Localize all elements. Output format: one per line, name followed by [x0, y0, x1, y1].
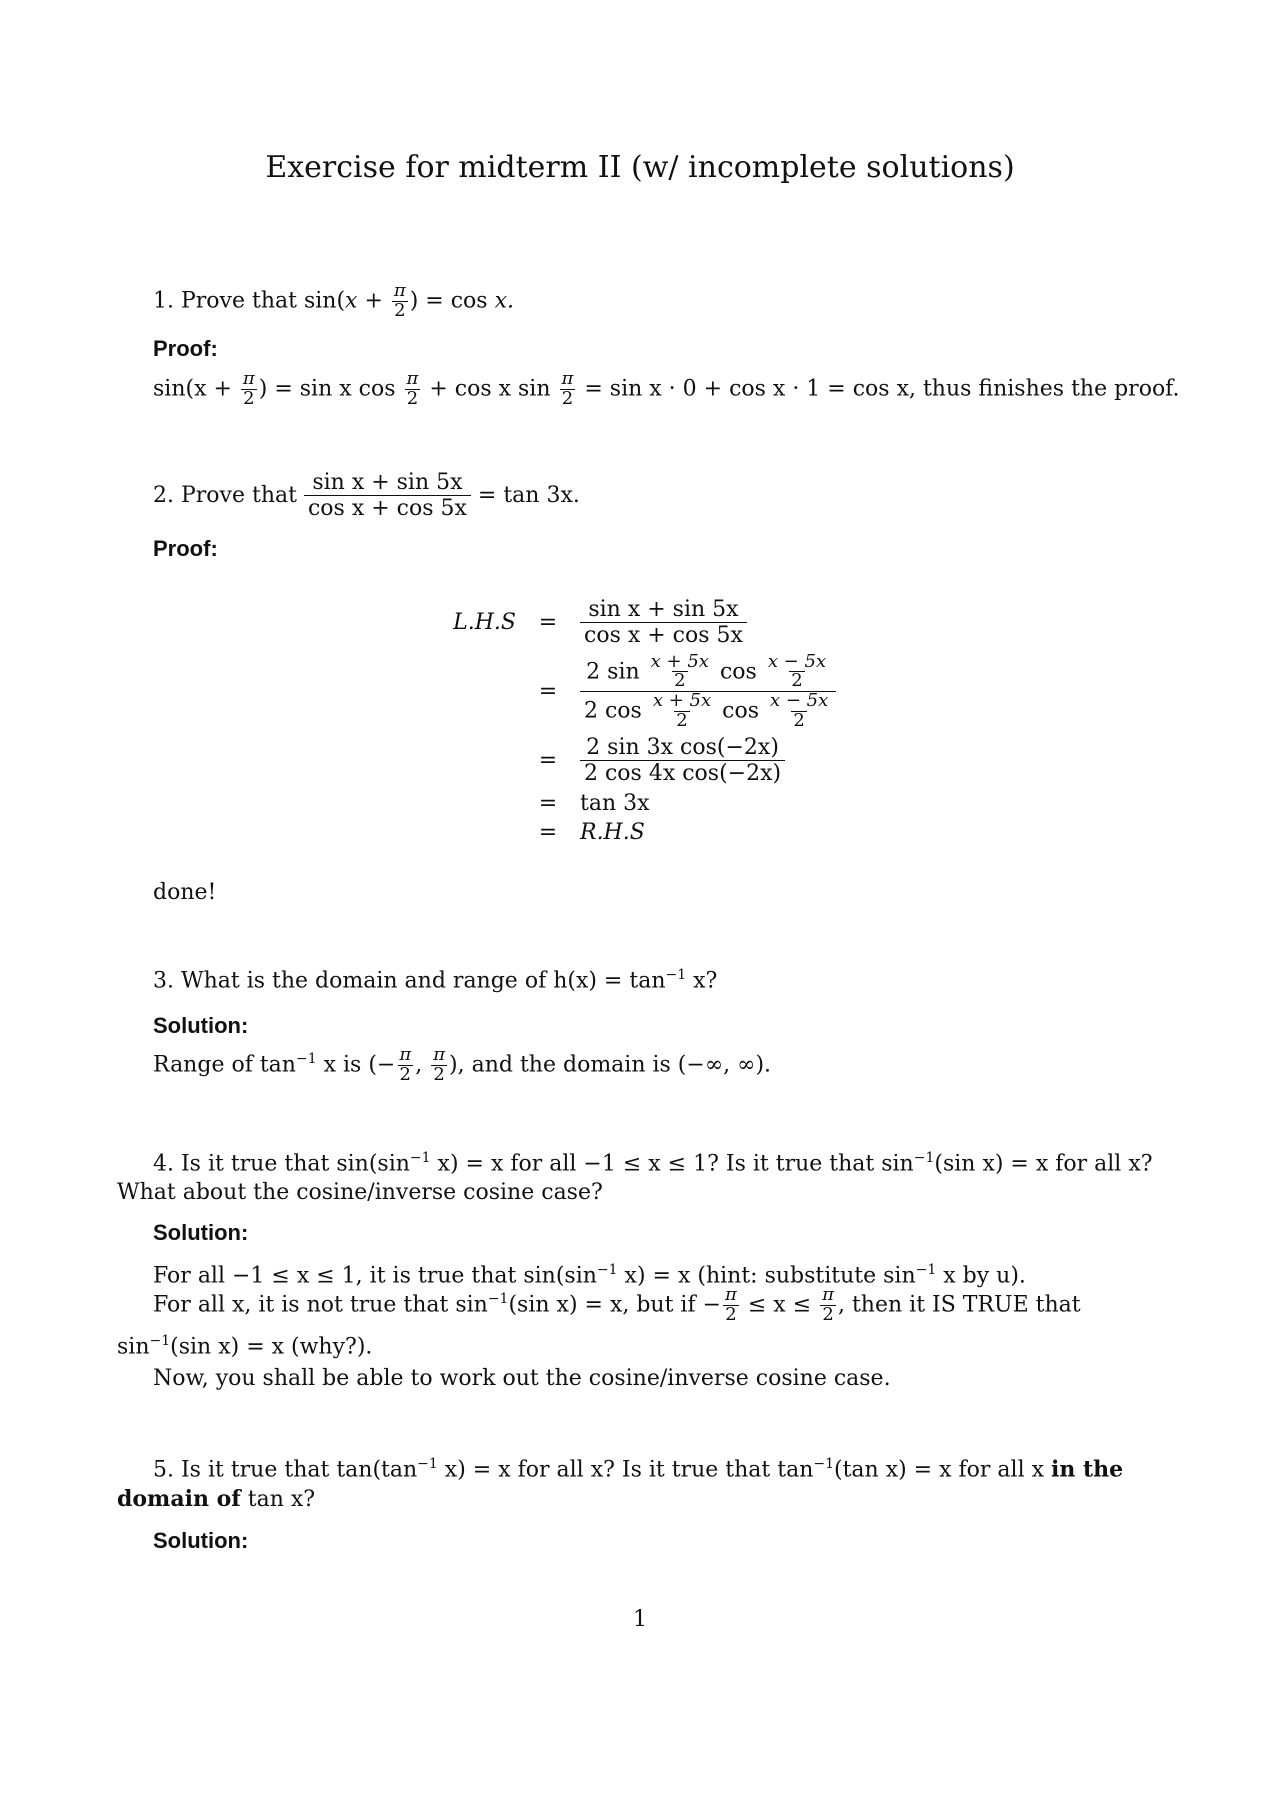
problem-1-proof-label: Proof: [153, 336, 218, 361]
problem-5-solution-label: Solution: [153, 1528, 249, 1553]
p1-prompt-c: ) = cos [409, 288, 495, 314]
problem-3-solution-label: Solution: [153, 1013, 249, 1038]
pi-over-2-fraction: $\frac{\pi}{2}$ [433, 1044, 446, 1085]
problem-3-statement: 3. What is the domain and range of $h(x) = \tan^{-1} x$? [153, 967, 718, 994]
p1-prompt-a: 1. Prove that sin( [153, 288, 346, 314]
page-number: 1 [633, 1607, 647, 1632]
derivation-row [420, 818, 842, 847]
page-title: Exercise for midterm II (w/ incomplete solutions) [265, 150, 1015, 185]
problem-2-proof-label: Proof: [153, 536, 218, 561]
equals-sign: = [538, 679, 558, 705]
problem-5-statement-line-2: domain of tan x? [117, 1486, 316, 1512]
problem-4-statement-line-2: What about the cosine/inverse cosine case? [117, 1180, 603, 1205]
p2-fraction: $\frac{\text{sin x + sin 5x}}{\text{cos x + cos 5x}}$ [304, 470, 471, 522]
p1-prompt-b: + [357, 288, 390, 314]
p1-proof-d: + cos x sin [422, 376, 558, 402]
problem-4-solution-line-4: Now, you shall be able to work out the cosine/inverse cosine case. [153, 1366, 891, 1391]
problem-1-proof-line [153, 370, 1180, 409]
lhs-label: L.H.S [453, 610, 516, 636]
problem-4-solution-line-3: $\sin^{-1}(\sin$ x) = x (why?). [117, 1333, 373, 1360]
p1-proof-e: = sin x · 0 + cos x · 1 = cos x, thus finishes the proof. [577, 376, 1180, 402]
p1-proof-a: sin( [153, 376, 195, 402]
step-2-fraction: 2 sin $\frac{x + 5x}{2}$ cos $\frac{x - 5x}{2}$ 2 cos $\frac{x + 5x}{2}$ cos $\frac{x - 5x}{2}$ [580, 653, 836, 732]
p1-proof-b: x + [194, 376, 239, 402]
p2-prompt: 2. Prove that [153, 482, 297, 508]
p1-proof-c: ) = sin x cos [258, 376, 403, 402]
pi-over-2-fraction: $\frac{\pi}{2}$ [406, 368, 419, 409]
pi-over-2-fraction: $\frac{\pi}{2}$ [561, 368, 574, 409]
pi-over-2-fraction: $\frac{\pi}{2}$ [242, 368, 255, 409]
pi-over-2-fraction: $\frac{\pi}{2}$ [822, 1284, 834, 1325]
problem-4-solution-line-1: For all −1 ≤ x ≤ 1, it is true that $\sin(\sin^{-1}$ x) = x (hint: substitute $\sin^{-1} x$ by u). [153, 1262, 1026, 1289]
p1-prompt-x: x [345, 288, 358, 314]
derivation-row [420, 733, 842, 789]
step-1-fraction: $\frac{\text{sin x + sin 5x}}{\text{cos x + cos 5x}}$ [580, 597, 747, 649]
pi-over-2-fraction: $\frac{\pi}{2}$ [399, 1044, 412, 1085]
step-4: tan 3x [580, 790, 650, 816]
p1-prompt-d: x. [494, 288, 514, 314]
problem-1-statement [153, 282, 514, 321]
step-3-fraction: $\frac{\text{2 sin 3x cos(−2x)}}{\text{2 cos 4x cos(−2x)}}$ [580, 735, 785, 787]
problem-4-solution-line-2: For all x, it is not true that $\sin^{-1}(\sin$ x) = x, but if − $\frac{\pi}{2}$ ≤ x ≤ $\frac{\pi}{2}$ , then it IS TRUE that [153, 1284, 1081, 1325]
derivation-row [420, 651, 842, 734]
equals-sign: = [538, 610, 558, 636]
problem-2-derivation [420, 595, 842, 847]
problem-4-solution-label: Solution: [153, 1220, 249, 1245]
p2-rhs: = tan 3x. [477, 482, 580, 508]
problem-2-done: done! [153, 880, 217, 905]
problem-5-statement-line-1: 5. Is it true that $\tan(\tan^{-1}$ x) = x for all x? Is it true that $\tan^{-1}(\tan$ x) = x for all x in the [153, 1456, 1124, 1483]
equals-sign: = [538, 819, 558, 845]
problem-3-solution: Range of $\tan^{-1} x$ is (− $\frac{\pi}{2}$ , $\frac{\pi}{2}$ ), and the domain is (−∞, ∞). [153, 1044, 772, 1085]
problem-2-statement [153, 470, 580, 522]
problem-4-statement-line-1: 4. Is it true that $\sin(\sin^{-1}$ x) = x for all −1 ≤ x ≤ 1? Is it true that $\sin^{-1}(\sin$ x) = x for all x? [153, 1150, 1153, 1177]
equals-sign: = [538, 790, 558, 816]
step-5: R.H.S [580, 819, 645, 845]
pi-over-2-fraction: $\frac{\pi}{2}$ [393, 280, 406, 321]
derivation-row [420, 789, 842, 818]
pi-over-2-fraction: $\frac{\pi}{2}$ [725, 1284, 737, 1325]
equals-sign: = [538, 748, 558, 774]
derivation-row [420, 595, 842, 651]
